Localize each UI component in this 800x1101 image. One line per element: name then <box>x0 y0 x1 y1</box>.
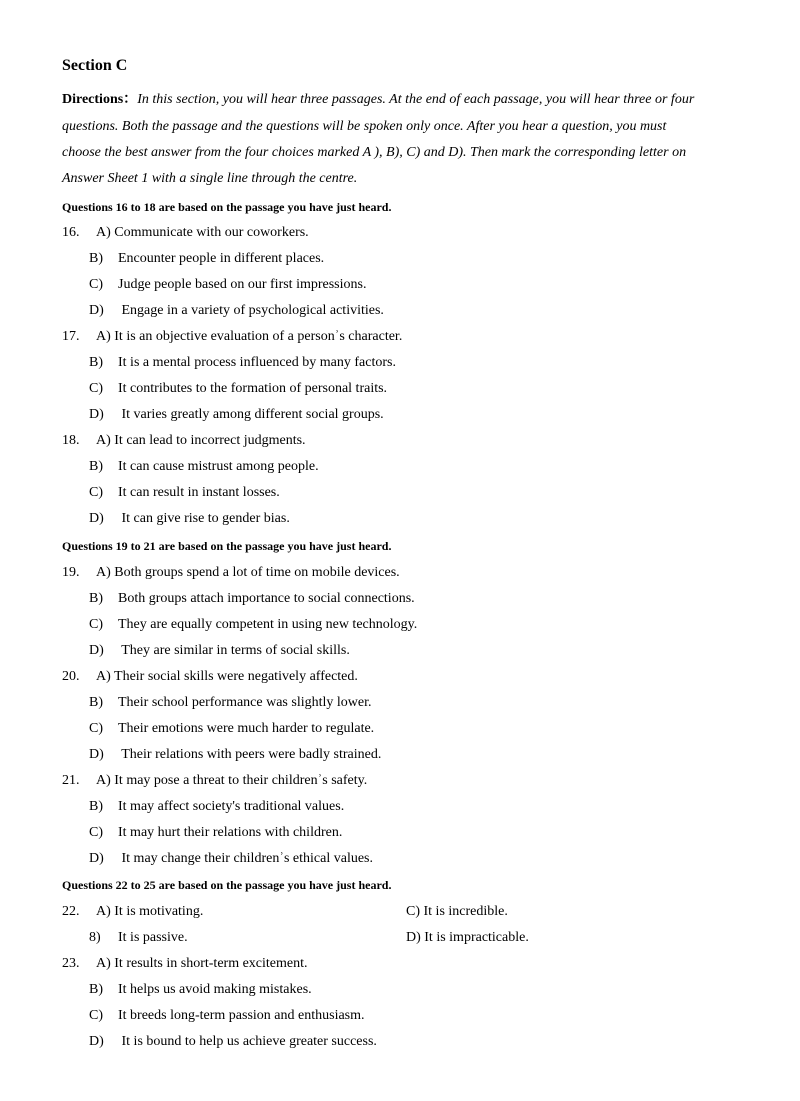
option-text: They are similar in terms of social skills. <box>118 643 350 658</box>
option-c: C) It is incredible. <box>406 904 508 919</box>
option-c <box>89 277 366 293</box>
option-c <box>89 825 342 841</box>
question-22 <box>62 904 203 920</box>
question-number: 22. <box>62 904 80 919</box>
directions-text: In this section, you will hear three passages. At the end of each passage, you will hear three or four <box>137 92 695 107</box>
group-heading: Questions 19 to 21 are based on the passage you have just heard. <box>62 539 392 553</box>
option-d <box>89 407 384 423</box>
question-16 <box>62 225 309 241</box>
option-c <box>89 721 374 737</box>
option-text: It breeds long-term passion and enthusiasm. <box>118 1008 365 1023</box>
question-21 <box>62 773 367 789</box>
option-text: Their relations with peers were badly strained. <box>118 747 382 762</box>
option-b <box>89 695 371 711</box>
option-label: D) <box>89 747 104 762</box>
option-label: B) <box>89 251 103 266</box>
directions-text: choose the best answer from the four choices marked A ), B), C) and D). Then mark the corresponding letter on <box>62 145 687 160</box>
option-label: C) <box>89 721 103 736</box>
option-a: A) It may pose a threat to their childrenʾs safety. <box>96 773 368 788</box>
question-19 <box>62 565 400 581</box>
option-b <box>89 355 396 371</box>
option-text: It is passive. <box>118 930 188 945</box>
question-number: 23. <box>62 956 80 971</box>
option-a: A) It can lead to incorrect judgments. <box>96 433 306 448</box>
option-c <box>89 1008 365 1024</box>
question-number: 16. <box>62 225 80 240</box>
option-text: Both groups attach importance to social connections. <box>118 591 415 606</box>
option-label: B) <box>89 799 103 814</box>
option-text: It may affect society's traditional values. <box>118 799 345 814</box>
option-b <box>89 930 188 946</box>
option-text: Their emotions were much harder to regulate. <box>118 721 375 736</box>
option-label: 8) <box>89 930 101 945</box>
option-text: They are equally competent in using new technology. <box>118 617 418 632</box>
directions-line-3 <box>62 145 686 161</box>
option-text: Judge people based on our first impressions. <box>118 277 367 292</box>
option-a: A) Their social skills were negatively affected. <box>96 669 358 684</box>
group-heading: Questions 16 to 18 are based on the passage you have just heard. <box>62 200 392 214</box>
option-label: B) <box>89 459 103 474</box>
option-label: B) <box>89 695 103 710</box>
section-title: Section C <box>62 57 128 74</box>
question-number: 19. <box>62 565 80 580</box>
option-label: B) <box>89 591 103 606</box>
question-23 <box>62 956 308 972</box>
option-text: It can give rise to gender bias. <box>118 511 290 526</box>
group-heading: Questions 22 to 25 are based on the passage you have just heard. <box>62 878 392 892</box>
option-text: Engage in a variety of psychological activities. <box>118 303 384 318</box>
option-label: D) <box>89 1034 104 1049</box>
question-18 <box>62 433 306 449</box>
option-label: C) <box>89 277 103 292</box>
directions-text: Answer Sheet 1 with a single line through the centre. <box>62 171 358 186</box>
option-d <box>89 747 381 763</box>
option-label: D) <box>89 851 104 866</box>
option-label: C) <box>89 485 103 500</box>
directions-line-4 <box>62 171 357 187</box>
option-d <box>89 851 373 867</box>
directions-label: Directions： <box>62 92 138 107</box>
option-a: A) Communicate with our coworkers. <box>96 225 309 240</box>
option-d <box>89 1034 377 1050</box>
option-label: C) <box>89 1008 103 1023</box>
option-b <box>89 251 324 267</box>
directions-line-2 <box>62 119 666 135</box>
option-d <box>89 643 350 659</box>
question-number: 18. <box>62 433 80 448</box>
option-text: It may change their childrenʾs ethical values. <box>118 851 374 866</box>
option-d: D) It is impracticable. <box>406 930 529 945</box>
option-text: It can result in instant losses. <box>118 485 280 500</box>
question-17 <box>62 329 402 345</box>
option-a: A) It results in short-term excitement. <box>96 956 308 971</box>
option-b <box>89 459 319 475</box>
option-b <box>89 591 415 607</box>
option-text: It may hurt their relations with children. <box>118 825 343 840</box>
option-text: It helps us avoid making mistakes. <box>118 982 312 997</box>
option-label: C) <box>89 381 103 396</box>
option-text: It is a mental process influenced by many factors. <box>118 355 396 370</box>
option-label: D) <box>89 303 104 318</box>
question-number: 20. <box>62 669 80 684</box>
option-label: D) <box>89 511 104 526</box>
question-20 <box>62 669 358 685</box>
option-label: C) <box>89 617 103 632</box>
option-label: B) <box>89 982 103 997</box>
option-d <box>89 303 384 319</box>
option-c <box>89 381 387 397</box>
option-a: A) It is motivating. <box>96 904 204 919</box>
option-a: A) It is an objective evaluation of a personʾs character. <box>96 329 403 344</box>
option-label: C) <box>89 825 103 840</box>
option-a: A) Both groups spend a lot of time on mobile devices. <box>96 565 400 580</box>
option-text: It is bound to help us achieve greater success. <box>118 1034 377 1049</box>
option-b <box>89 982 312 998</box>
option-label: B) <box>89 355 103 370</box>
directions-text: questions. Both the passage and the questions will be spoken only once. After you hear a question, you must <box>62 119 667 134</box>
question-number: 21. <box>62 773 80 788</box>
option-d <box>89 511 290 527</box>
option-b <box>89 799 344 815</box>
option-text: It can cause mistrust among people. <box>118 459 319 474</box>
option-label: D) <box>89 407 104 422</box>
option-label: D) <box>89 643 104 658</box>
option-c <box>89 617 417 633</box>
question-number: 17. <box>62 329 80 344</box>
directions-line-1 <box>62 92 694 108</box>
option-text: Their school performance was slightly lower. <box>118 695 372 710</box>
option-text: It varies greatly among different social groups. <box>118 407 384 422</box>
option-text: Encounter people in different places. <box>118 251 325 266</box>
option-text: It contributes to the formation of personal traits. <box>118 381 388 396</box>
option-c <box>89 485 280 501</box>
